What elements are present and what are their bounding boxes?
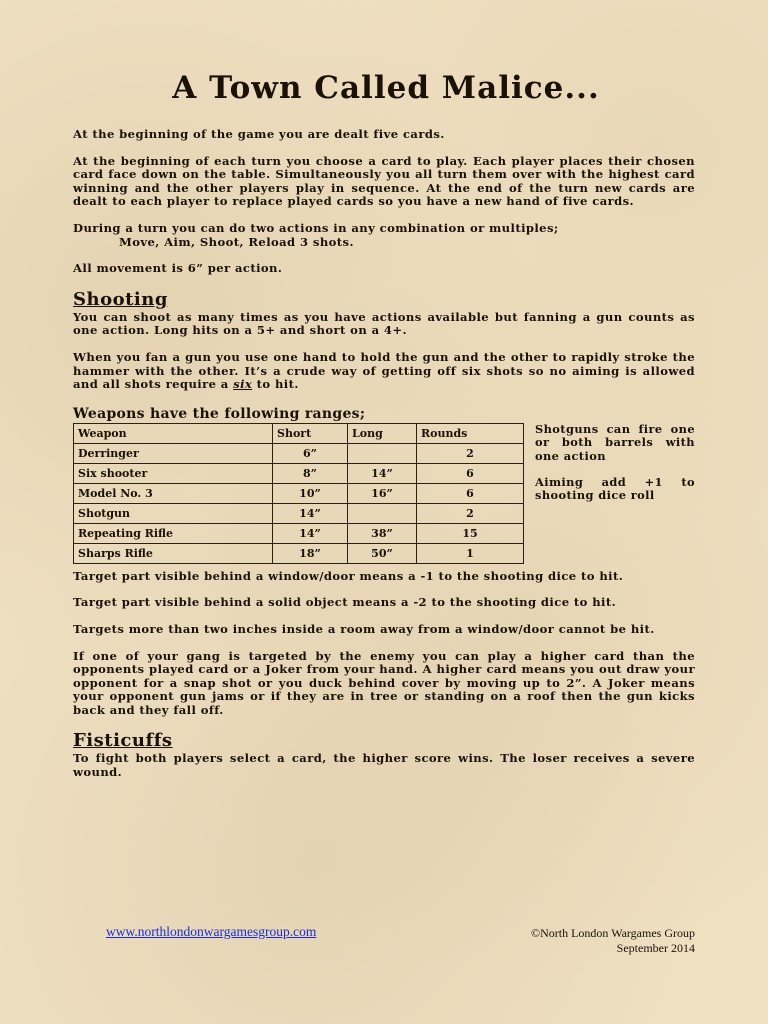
column-header: Rounds [417,423,524,443]
long-cell: 50” [348,543,417,563]
column-header: Short [273,423,348,443]
long-cell: 16” [348,483,417,503]
table-row [74,543,524,563]
shooting-paragraph-2 [73,351,695,392]
weapon-cell: Shotgun [74,503,273,523]
short-cell: 10” [273,483,348,503]
shooting-paragraph-4: Target part visible behind a solid object means a -2 to the shooting dice to hit. [73,595,617,610]
short-cell: 6” [273,443,348,463]
short-cell: 18” [273,543,348,563]
actions-list: Move, Aim, Shoot, Reload 3 shots. [119,234,354,249]
weapon-cell: Sharps Rifle [74,543,273,563]
intro-paragraph-3 [73,222,695,249]
short-cell: 14” [273,503,348,523]
copyright-block [531,926,695,956]
long-cell: 38” [348,523,417,543]
shotgun-note: Shotguns can fire one or both barrels with one action [535,421,695,463]
rounds-cell: 15 [417,523,524,543]
short-cell: 14” [273,523,348,543]
document-page [73,70,695,793]
aiming-note: Aiming add +1 to shooting dice roll [535,474,695,503]
long-cell: 14” [348,463,417,483]
fan-text-before: When you fan a gun you use one hand to hold the gun and the other to rapidly stroke the hammer with the other. It’s a crude way of getting off six shots so no aiming is allowed and all shots require a [73,349,695,392]
weapons-heading: Weapons have the following ranges; [73,405,366,422]
fisticuffs-paragraph: To fight both players select a card, the higher score wins. The loser receives a severe wound. [73,751,695,780]
weapon-cell: Repeating Rifle [74,523,273,543]
rounds-cell: 2 [417,503,524,523]
weapons-table [73,423,524,564]
fan-text-after: to hit. [252,377,299,392]
table-header-row [74,423,524,443]
intro-paragraph-2: At the beginning of each turn you choose a card to play. Each player places their chosen card face down on the table. Simultaneously you all turn them over with the highest card winning and the other players play in sequence. At the end of the turn new cards are dealt to each player to replace played cards so you have a new hand of five cards. [73,153,695,209]
rounds-cell: 6 [417,483,524,503]
long-cell [348,443,417,463]
shooting-paragraph-3: Target part visible behind a window/door means a -1 to the shooting dice to hit. [73,568,624,583]
weapon-cell: Derringer [74,443,273,463]
website-link[interactable]: www.northlondonwargamesgroup.com [106,924,317,939]
weapons-section [73,423,695,564]
table-row [74,503,524,523]
table-row [74,443,524,463]
rounds-cell: 6 [417,463,524,483]
fisticuffs-heading: Fisticuffs [73,730,173,752]
weapon-cell: Model No. 3 [74,483,273,503]
table-row [74,463,524,483]
shooting-paragraph-5: Targets more than two inches inside a room away from a window/door cannot be hit. [73,621,655,636]
actions-intro: During a turn you can do two actions in any combination or multiples; [73,220,559,235]
weapon-cell: Six shooter [74,463,273,483]
copyright-text: ©North London Wargames Group [530,926,695,940]
short-cell: 8” [273,463,348,483]
intro-paragraph-4: All movement is 6” per action. [73,261,283,276]
shooting-heading: Shooting [73,288,168,310]
shooting-paragraph-6: If one of your gang is targeted by the enemy you can play a higher card than the opponents played card or a Joker from your hand. A higher card means you out draw your opponent for a snap shot or you duck behind cover by moving up to 2”. A Joker means your opponent gun jams or if they are in tree or standing on a roof then the gun kicks back and they fall off. [73,648,695,717]
rounds-cell: 1 [417,543,524,563]
column-header: Long [348,423,417,443]
long-cell [348,503,417,523]
shooting-paragraph-1: You can shoot as many times as you have actions available but fanning a gun counts as one action. Long hits on a 5+ and short on a 4+. [73,309,695,338]
copyright-date: September 2014 [616,941,695,955]
fan-text-emphasis: six [233,377,253,392]
rounds-cell: 2 [417,443,524,463]
side-notes [535,423,695,515]
column-header: Weapon [74,423,273,443]
page-title: A Town Called Malice... [172,70,600,106]
table-row [74,523,524,543]
table-row [74,483,524,503]
intro-paragraph-1: At the beginning of the game you are dealt five cards. [73,127,445,141]
